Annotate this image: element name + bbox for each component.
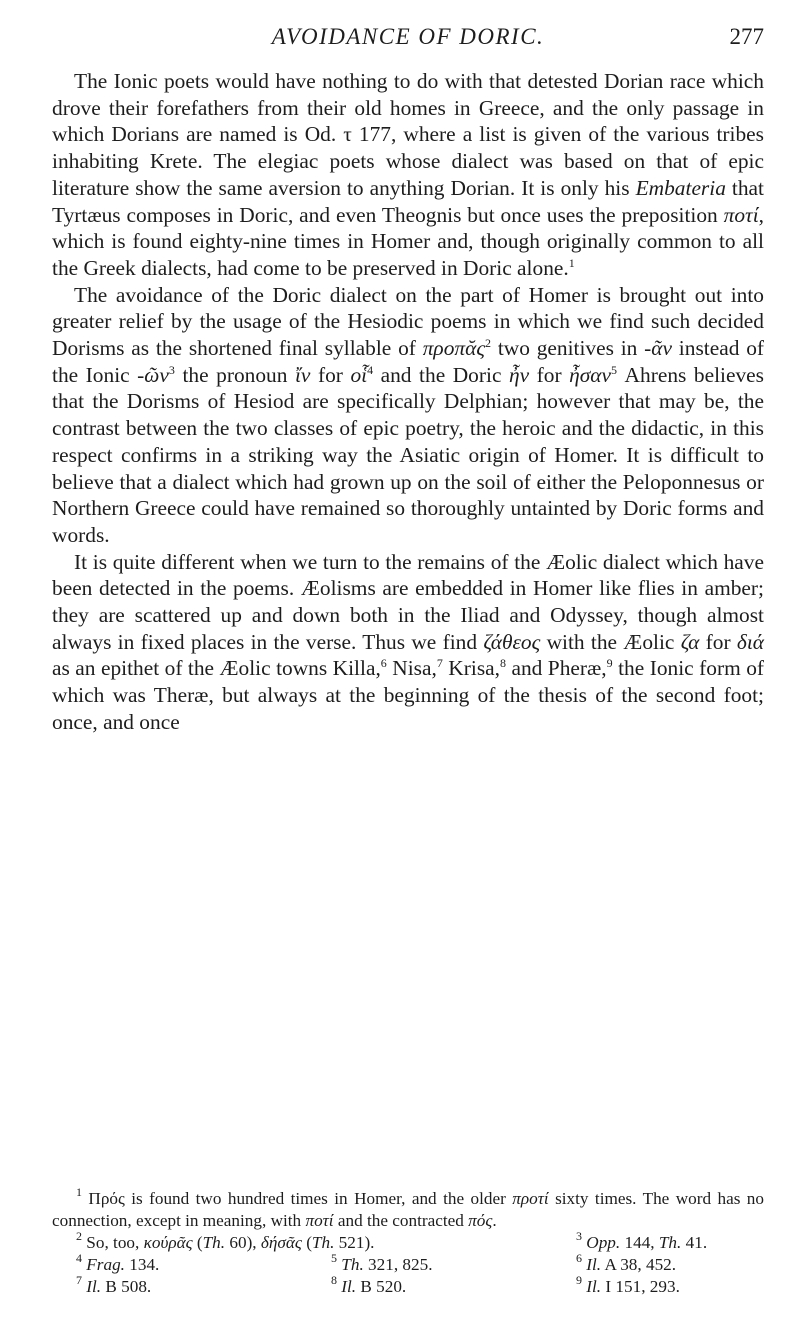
footnote-5	[331, 1251, 576, 1276]
footnote-marker: 9	[606, 656, 613, 671]
footnote-marker: 1	[568, 255, 575, 270]
text-run: the Ionic form of which was Theræ, but always at the beginning of the thesis of the second foot; once, and once	[52, 656, 765, 734]
footnote-marker: 9	[576, 1273, 582, 1287]
text-run: The Ionic poets would have nothing to do with that detested Dorian race which drove their forefathers from their old homes in Greece, and the only passage in which Dorians are named is Od. τ 177, where a list is given of the various tribes inhabiting Krete. The elegiac poets whose dialect was based on that of epic literature show the same aversion to anything Dorian. It is only his	[52, 69, 764, 200]
footnote-9	[576, 1273, 788, 1298]
italic-text: Il.	[586, 1277, 602, 1296]
text-run: (	[301, 1233, 312, 1252]
text-run: .	[492, 1211, 497, 1230]
italic-text: Il.	[86, 1277, 102, 1296]
text-run: Krisa,	[442, 656, 500, 681]
text-run: that Tyrtæus composes in Doric, and even Theognis but once uses the preposition	[52, 175, 764, 227]
italic-text: Th.	[202, 1233, 226, 1252]
text-run: B 520.	[356, 1277, 407, 1296]
text-run: B 508.	[101, 1277, 152, 1296]
text-run: I 151, 293.	[601, 1277, 680, 1296]
italic-text: ἴν	[294, 362, 311, 387]
text-run: as an epithet of the Æolic towns Killa,	[52, 656, 381, 681]
text-run: Πρός is found two hundred times in Homer, and the older	[82, 1189, 513, 1208]
footnote-8	[331, 1273, 576, 1298]
text-run: A 38, 452.	[601, 1255, 677, 1274]
text-run: 41.	[681, 1233, 708, 1252]
footnote-marker: 8	[331, 1273, 337, 1287]
text-run: 521).	[334, 1233, 375, 1252]
footnote-7	[76, 1273, 331, 1298]
italic-text: Opp.	[586, 1233, 621, 1252]
text-run: for	[310, 362, 351, 387]
text-run: and Pheræ,	[505, 656, 607, 681]
footnote-marker: 5	[331, 1251, 337, 1265]
footnote-3	[576, 1229, 788, 1254]
italic-text: οἷ	[350, 362, 368, 387]
footnote-marker: 2	[76, 1229, 82, 1243]
footnote-marker: 8	[499, 656, 506, 671]
footnote-marker: 3	[576, 1229, 582, 1243]
footnote-marker: 7	[436, 656, 443, 671]
text-run: , which is found eighty-nine times in Homer and, though originally common to all the Greek dialects, had come to be preserved in Doric alone.	[52, 202, 764, 280]
footnote-marker: 5	[611, 362, 618, 377]
text-run: 321, 825.	[363, 1255, 433, 1274]
italic-text: Embateria	[635, 175, 726, 200]
italic-text: Il.	[341, 1277, 357, 1296]
text-run: and the Doric	[373, 362, 509, 387]
italic-text: ἦσαν	[569, 362, 612, 387]
footnote-marker: 3	[168, 362, 175, 377]
italic-text: προπᾰς	[422, 336, 486, 361]
paragraph-ionic-poets	[52, 68, 764, 282]
footnote-marker: 1	[76, 1185, 82, 1199]
text-run: The avoidance of the Doric dialect on the part of Homer is brought out into greater relief by the usage of the Hesiodic poems in which we find such decided Dorisms as the shortened final syllable of	[52, 282, 764, 361]
text-run: 144,	[620, 1233, 659, 1252]
text-run: for	[699, 629, 737, 654]
italic-text: ᾶν	[651, 336, 673, 361]
text-run: instead of the Ionic -	[52, 336, 765, 387]
footnote-marker: 7	[76, 1273, 82, 1287]
text-run: Nisa,	[386, 656, 437, 681]
text-run: 134.	[124, 1255, 160, 1274]
text-run: for	[529, 362, 570, 387]
text-run: and the contracted	[333, 1211, 469, 1230]
italic-text: Th.	[311, 1233, 335, 1252]
italic-text: Frag.	[86, 1255, 125, 1274]
italic-text: ζάθεος	[483, 629, 541, 654]
italic-text: ῶν	[144, 362, 169, 387]
footnote-4	[76, 1251, 331, 1276]
text-run: 60),	[225, 1233, 261, 1252]
footnote-marker: 2	[485, 336, 492, 351]
footnote-marker: 4	[367, 362, 374, 377]
italic-text: ποτί	[305, 1211, 334, 1230]
footnote-marker: 4	[76, 1251, 82, 1265]
italic-text: ἦν	[508, 362, 530, 387]
italic-text: ποτί	[723, 202, 759, 227]
text-run: So, too,	[82, 1233, 144, 1252]
footnote-2	[76, 1229, 576, 1254]
paragraph-aeolic	[52, 549, 764, 736]
text-run: two genitives in -	[491, 336, 652, 361]
footnote-row-1	[52, 1229, 764, 1254]
footnote-row-3	[52, 1273, 764, 1298]
italic-text: δήσᾶς	[260, 1233, 302, 1252]
italic-text: προτί	[512, 1189, 549, 1208]
footnote-row-2	[52, 1251, 764, 1276]
italic-text: διά	[736, 629, 764, 654]
footnote-marker: 6	[576, 1251, 582, 1265]
italic-text: Th.	[341, 1255, 364, 1274]
italic-text: κούρᾶς	[143, 1233, 193, 1252]
running-head	[52, 0, 764, 56]
running-title: AVOIDANCE OF DORIC.	[271, 24, 545, 49]
text-run: sixty times. The word has no connection, except in meaning, with	[52, 1189, 764, 1230]
body-text	[52, 68, 764, 736]
text-run: with the Æolic	[540, 629, 681, 654]
footnote-6	[576, 1251, 788, 1276]
text-run: Ahrens believes that the Dorisms of Hesiod are specifically Delphian; however that may be, the contrast between the two classes of epic poetry, the heroic and the didactic, in this respect confirms in a striking way the Asiatic origin of Homer. It is difficult to believe that a dialect which had grown up on the soil of either the Peloponnesus or Northern Greece could have remained so thoroughly untainted by Doric forms and words.	[52, 362, 764, 547]
page-number: 277	[729, 24, 764, 49]
footnote-1	[52, 1185, 764, 1232]
text-run: (	[192, 1233, 203, 1252]
text-run: the pronoun	[174, 362, 295, 387]
italic-text: ζα	[680, 629, 700, 654]
paragraph-avoidance	[52, 282, 764, 549]
italic-text: Th.	[658, 1233, 682, 1252]
footnote-marker: 6	[380, 656, 387, 671]
italic-text: Il.	[586, 1255, 602, 1274]
text-run: It is quite different when we turn to the remains of the Æolic dialect which have been detected in the poems. Æolisms are embedded in Homer like flies in amber; they are scattered up and down both in the Iliad and Odyssey, though almost always in fixed places in the verse. Thus we find	[52, 549, 764, 654]
italic-text: πός	[468, 1211, 493, 1230]
footnotes	[52, 1185, 764, 1298]
book-page	[52, 0, 764, 1342]
